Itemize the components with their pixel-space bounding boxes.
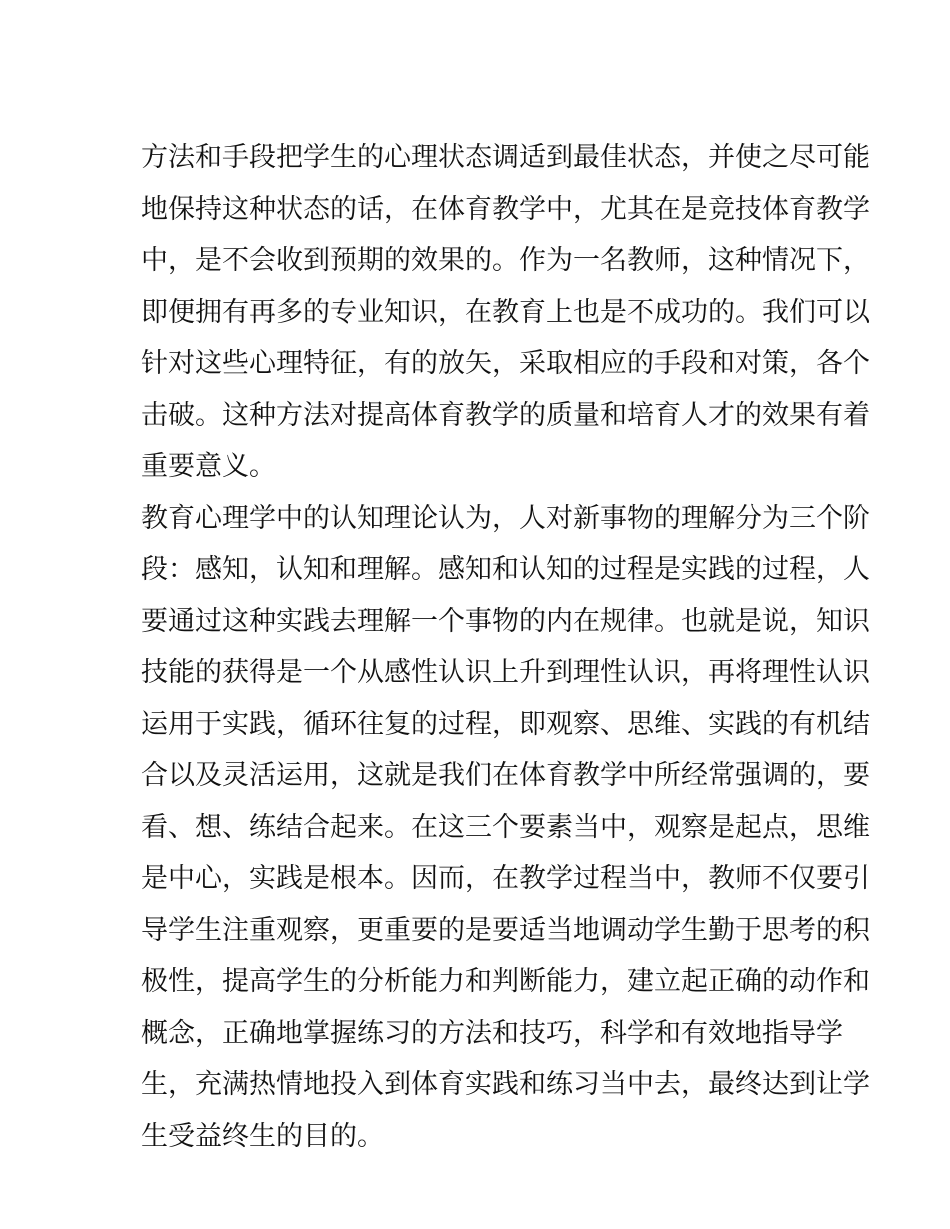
text-line: 导学生注重观察，更重要的是要适当地调动学生勤于思考的积 xyxy=(141,914,870,946)
body-text xyxy=(141,132,870,1162)
text-line: 要通过这种实践去理解一个事物的内在规律。也就是说，知识 xyxy=(141,605,870,637)
text-line: 击破。这种方法对提高体育教学的质量和培育人才的效果有着 xyxy=(141,399,870,431)
text-line: 地保持这种状态的话，在体育教学中，尤其在是竞技体育教学 xyxy=(141,193,870,225)
text-line: 针对这些心理特征，有的放矢，采取相应的手段和对策，各个 xyxy=(141,348,870,379)
text-line: 方法和手段把学生的心理状态调适到最佳状态，并使之尽可能 xyxy=(141,142,870,173)
text-line: 中，是不会收到预期的效果的。作为一名教师，这种情况下， xyxy=(141,245,870,276)
text-line: 段：感知，认知和理解。感知和认知的过程是实践的过程，人 xyxy=(141,554,870,585)
text-line: 概念，正确地掌握练习的方法和技巧，科学和有效地指导学 xyxy=(141,1017,843,1049)
text-line: 即便拥有再多的专业知识，在教育上也是不成功的。我们可以 xyxy=(141,296,870,328)
text-line: 重要意义。 xyxy=(141,451,276,482)
text-line: 生，充满热情地投入到体育实践和练习当中去，最终达到让学 xyxy=(141,1069,870,1100)
text-line: 技能的获得是一个从感性认识上升到理性认识，再将理性认识 xyxy=(141,657,870,688)
text-line: 生受益终生的目的。 xyxy=(141,1120,384,1152)
text-line: 是中心，实践是根本。因而，在教学过程当中，教师不仅要引 xyxy=(141,863,870,894)
text-line: 合以及灵活运用，这就是我们在体育教学中所经常强调的，要 xyxy=(141,760,870,791)
text-line: 教育心理学中的认知理论认为，人对新事物的理解分为三个阶 xyxy=(141,502,870,534)
text-line: 运用于实践，循环往复的过程，即观察、思维、实践的有机结 xyxy=(141,708,870,740)
text-line: 极性，提高学生的分析能力和判断能力，建立起正确的动作和 xyxy=(141,966,870,997)
text-line: 看、想、练结合起来。在这三个要素当中，观察是起点，思维 xyxy=(141,811,870,843)
